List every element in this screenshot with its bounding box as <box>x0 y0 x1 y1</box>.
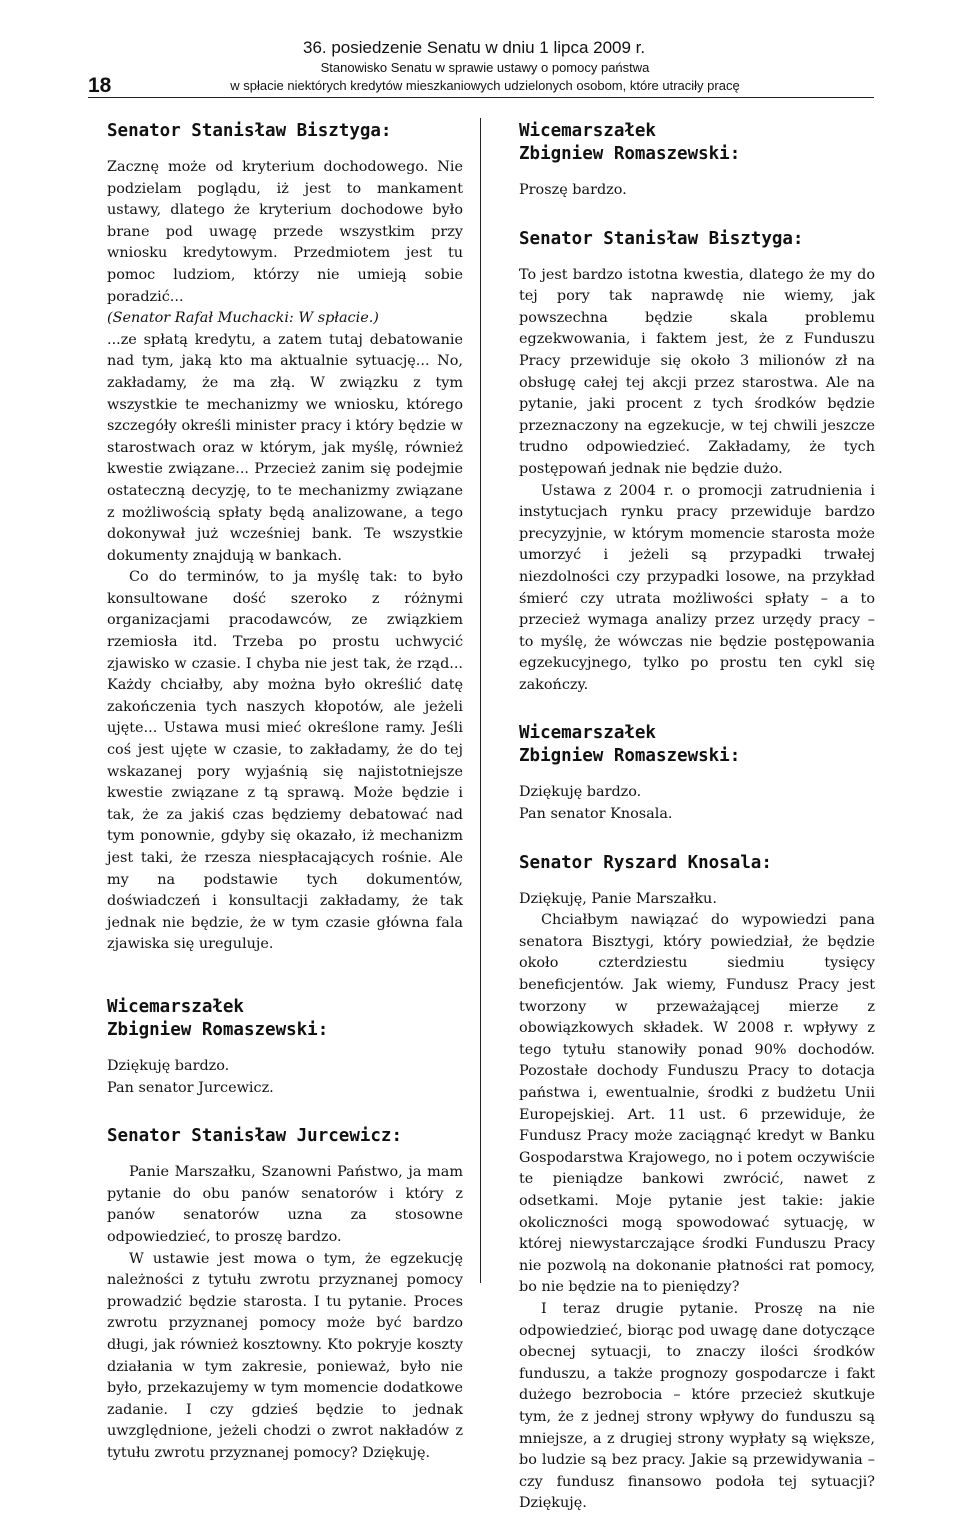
speech-line: Pan senator Knosala. <box>519 806 673 823</box>
column-divider <box>480 118 481 1283</box>
speaker-title: Wicemarszałek <box>107 996 244 1017</box>
document-subtitle-line-1: Stanowisko Senatu w sprawie ustawy o pomocy państwa <box>320 60 650 75</box>
document-subtitle-line-2: w spłacie niektórych kredytów mieszkaniowych udzielonych osobom, które utraciły pracę <box>230 78 740 93</box>
speech-paragraph: Chciałbym nawiązać do wypowiedzi pana senatora Bisztygi, który powiedział, że będzie około czterdziestu siedmiu tysięcy beneficjentów. Jak wiemy, Fundusz Pracy jest tworzony w przeważającej mierze z obowiązkowych składek. W 2008 r. wpływy z tego tytułu stanowiły ponad 90% dochodów. Pozostałe dochody Funduszu Pracy to dotacja państwa i, ewentualnie, środki z budżetu Unii Europejskiej. Art. 11 ust. 6 przewiduje, że Fundusz Pracy może zaciągnąć kredyt w Banku Gospodarstwa Krajowego, no i potem oczywiście te pieniądze bankowi zwrócić, nawet z odsetkami. Moje pytanie jest takie: jakie okoliczności mogą spowodować sytuację, w której niewystarczające środki Funduszu Pracy nie pozwolą na dokonanie płatności rat pomocy, bo nie będzie na to pieniędzy? <box>519 912 875 1296</box>
spacer <box>519 696 875 722</box>
speaker-heading: Senator Stanisław Jurcewicz: <box>107 1126 403 1147</box>
page-header <box>0 0 960 100</box>
speech-paragraph: Ustawa z 2004 r. o promocji zatrudnienia i instytucjach rynku pracy przewiduje bardzo precyzyjnie, w którym momencie starosta może umorzyć i jeżeli są przypadki trwałej niezdolności czy przypadki losowe, na przykład śmierć czy utrata możliwości spłaty – a to przecież wymaga analizy przez urzędy pracy – to myślę, że wówczas nie będzie postępowania egzekucyjnego, tylko po prostu ten cykl się zakończy. <box>519 482 875 693</box>
speech-line: Pan senator Jurcewicz. <box>107 1079 274 1096</box>
left-column <box>107 120 463 1464</box>
speech-paragraph: Co do terminów, to ja myślę tak: to było konsultowane dość szeroko z różnymi organizacjami pracodawców, ze związkiem rzemiosła itd. Trzeba po prostu uchwycić zjawisko w czasie. I chyba nie jest tak, że rząd... Każdy chciałby, aby można było określić datę zakończenia tych naszych kłopotów, ale jeżeli ujęte... Ustawa musi mieć określone ramy. Jeśli coś jest ujęte w czasie, to zakładamy, że do tej wskazanej pory wyjaśnią się najistotniejsze kwestie związane z tą sprawą. Może będzie i tak, że za jakiś czas będziemy debatować nad tym ponownie, gdyby się okazało, iż mechanizm jest taki, że rzesza niespłacających rośnie. Ale my na podstawie tych dokumentów, doświadczeń i konsultacji zakładamy, że tak jednak nie będzie, że w tym czasie główna fala zjawiska się ureguluje. <box>107 569 463 953</box>
speech-paragraph: Panie Marszałku, Szanowni Państwo, ja mam pytanie do obu panów senatorów i który z panów senatorów uzna za stosowne odpowiedzieć, to proszę bardzo. <box>107 1164 463 1245</box>
session-title: 36. posiedzenie Senatu w dniu 1 lipca 2009 r. <box>303 38 646 57</box>
speech-paragraph: I teraz drugie pytanie. Proszę na nie odpowiedzieć, biorąc pod uwagę dane dotyczące obecnej sytuacji, to znaczy ilości środków funduszu, a także prognozy gospodarcze i fakt dużego bezrobocia – które przecież skutkuje tym, że z jednej strony wpływy do funduszu są mniejsze, a z drugiej strony wypłaty są większe, bo ludzie są bez pracy. Jakie są przewidywania – czy fundusz finansowo podoła tej sytuacji? Dziękuję. <box>519 1300 875 1512</box>
speaker-name: Zbigniew Romaszewski: <box>519 144 741 164</box>
speaker-heading <box>107 996 463 1042</box>
speech-paragraph: To jest bardzo istotna kwestia, dlatego że my do tej pory tak naprawdę nie wiemy, jak powszechna będzie skala problemu egzekwowania, i faktem jest, że z Funduszu Pracy przewiduje się około 3 milionów zł na obsługę całej tej akcji przez starostwa. Ale na pytanie, jaki procent z tych środków będzie przeznaczony na egzekucje, w tej chwili jeszcze trudno odpowiedzieć. Zakładamy, że tych postępowań jednak nie będzie dużo. <box>519 266 875 477</box>
speech-paragraph: W ustawie jest mowa o tym, że egzekucję należności z tytułu zwrotu przyznanej pomocy prowadzić będzie starosta. I tu pytanie. Proces zwrotu przyznanej pomocy może być bardzo długi, jak również kosztowny. Kto pokryje koszty działania w tym zakresie, ponieważ, było nie było, przekazujemy w tym momencie dodatkowe zadanie. I czy gdzieś będzie to jednak uwzględnione, jeżeli chodzi o zwrot nakładów z tytułu zwrotu przyznanej pomocy? Dziękuję. <box>107 1250 463 1461</box>
spacer <box>519 826 875 852</box>
speaker-title: Wicemarszałek <box>519 723 656 744</box>
speech-line: Dziękuję bardzo. <box>519 784 642 801</box>
speech-line: Proszę bardzo. <box>519 182 627 198</box>
speaker-heading <box>519 722 875 768</box>
spacer <box>107 956 463 996</box>
spacer <box>107 1099 463 1125</box>
page-number: 18 <box>88 74 112 97</box>
speech-paragraph: ...ze spłatą kredytu, a zatem tutaj debatowanie nad tym, jaką kto ma aktualnie sytuację... No, zakładamy, że ma złą. W związku z tym wszystkie te mechanizmy we wniosku, którego szczegóły określi minister pracy i który będzie w starostwach oraz w którym, jak myślę, również kwestie związane... Przecież zanim się podejmie ostateczną decyzję, to te mechanizmy związane z możliwością spłaty będą analizowane, a tego dokonywał już wcześniej bank. Te wszystkie dokumenty znajdują w bankach. <box>107 331 463 564</box>
speaker-heading <box>519 120 875 166</box>
speaker-heading: Senator Stanisław Bisztyga: <box>519 228 804 249</box>
header-divider <box>88 97 874 98</box>
speaker-heading: Senator Ryszard Knosala: <box>519 852 772 873</box>
interjection: (Senator Rafał Muchacki: W spłacie.) <box>107 310 379 327</box>
speaker-name: Zbigniew Romaszewski: <box>107 1019 329 1040</box>
speech-paragraph: Zacznę może od kryterium dochodowego. Nie podzielam poglądu, iż jest to mankament ustawy, dlatego że kryterium dochodowe było brane pod uwagę przede wszystkim przy wniosku kredytowym. Przedmiotem jest tu pomoc ludziom, którzy nie umieją sobie poradzić... <box>107 159 463 305</box>
speaker-name: Zbigniew Romaszewski: <box>519 746 741 767</box>
right-column <box>519 120 875 1515</box>
speech-line: Dziękuję bardzo. <box>107 1057 230 1074</box>
spacer <box>519 202 875 228</box>
speaker-heading: Senator Stanisław Bisztyga: <box>107 121 392 141</box>
speaker-title: Wicemarszałek <box>519 121 656 141</box>
speech-line: Dziękuję, Panie Marszałku. <box>519 890 717 907</box>
